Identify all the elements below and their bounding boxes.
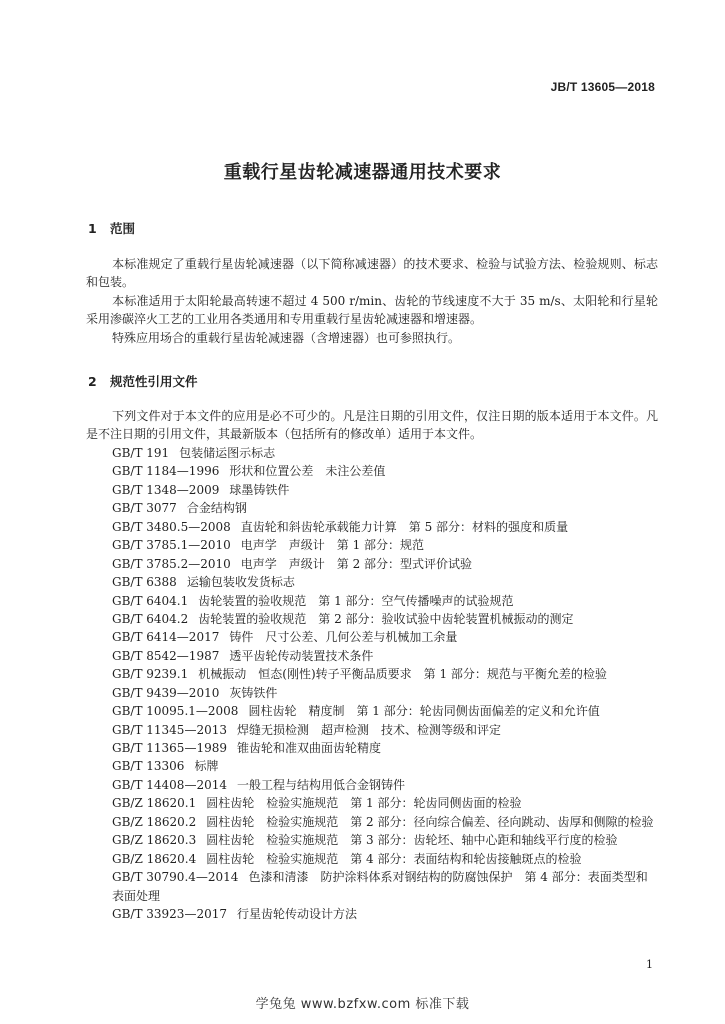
reference-item: GB/T 10095.1—2008 圆柱齿轮 精度制 第 1 部分：轮齿同侧齿面偏差的定义和允许值 <box>112 704 600 719</box>
reference-item: GB/Z 18620.1 圆柱齿轮 检验实施规范 第 1 部分：轮齿同侧齿面的检验 <box>112 796 522 811</box>
standard-code: JB/T 13605—2018 <box>550 80 655 94</box>
reference-item: GB/T 9439—2010 灰铸铁件 <box>112 685 278 700</box>
paragraph: 特殊应用场合的重载行星齿轮减速器（含增速器）也可参照执行。 <box>112 331 461 345</box>
section-number: 1 <box>88 221 97 236</box>
reference-item: GB/T 11365—1989 锥齿轮和准双曲面齿轮精度 <box>112 741 381 755</box>
reference-item: GB/T 6388 运输包装收发货标志 <box>112 575 295 590</box>
reference-item: GB/T 11345—2013 焊缝无损检测 超声检测 技术、检测等级和评定 <box>112 722 501 737</box>
reference-item: GB/T 14408—2014 一般工程与结构用低合金钢铸件 <box>112 777 405 792</box>
reference-item: GB/T 3077 合金结构钢 <box>112 501 247 516</box>
reference-item: GB/T 1348—2009 球墨铸铁件 <box>112 482 290 497</box>
reference-item: GB/Z 18620.4 圆柱齿轮 检验实施规范 第 4 部分：表面结构和轮齿接触斑点的检验 <box>112 851 582 866</box>
reference-item: GB/T 9239.1 机械振动 恒态(刚性)转子平衡品质要求 第 1 部分：规范与平衡允差的检验 <box>112 667 607 682</box>
reference-item: GB/T 8542—1987 透平齿轮传动装置技术条件 <box>112 648 374 663</box>
section-heading-normative-references <box>88 372 198 390</box>
reference-item: GB/T 6404.1 齿轮装置的验收规范 第 1 部分：空气传播噪声的试验规范 <box>112 593 514 608</box>
section-title: 范围 <box>110 221 136 236</box>
reference-item: GB/T 6404.2 齿轮装置的验收规范 第 2 部分：验收试验中齿轮装置机械振动的测定 <box>112 611 574 626</box>
reference-item: GB/T 1184—1996 形状和位置公差 未注公差值 <box>112 464 386 479</box>
reference-item: GB/T 33923—2017 行星齿轮传动设计方法 <box>112 906 357 921</box>
section-heading-scope <box>88 219 135 237</box>
section-number: 2 <box>88 374 97 389</box>
paragraph: 本标准适用于太阳轮最高转速不超过 4 500 r/min、齿轮的节线速度不大于 35 m/s、太阳轮和行星轮采用渗碳淬火工艺的工业用各类通用和专用重载行星齿轮减速器和增速器。 <box>86 294 658 326</box>
paragraph: 本标准规定了重载行星齿轮减速器（以下简称减速器）的技术要求、检验与试验方法、检验规则、标志和包装。 <box>86 257 658 289</box>
paragraph: 下列文件对于本文件的应用是必不可少的。凡是注日期的引用文件，仅注日期的版本适用于本文件。凡是不注日期的引用文件，其最新版本（包括所有的修改单）适用于本文件。 <box>86 409 658 441</box>
reference-list <box>112 444 672 923</box>
reference-item: GB/T 3785.2—2010 电声学 声级计 第 2 部分：型式评价试验 <box>112 556 473 571</box>
reference-item: GB/T 30790.4—2014 色漆和清漆 防护涂料体系对钢结构的防腐蚀保护 第 4 部分：表面类型和表面处理 <box>112 870 648 903</box>
document-title: 重载行星齿轮减速器通用技术要求 <box>223 162 502 183</box>
reference-item: GB/T 13306 标牌 <box>112 759 219 774</box>
page-number: 1 <box>646 958 653 971</box>
reference-item: GB/T 3785.1—2010 电声学 声级计 第 1 部分：规范 <box>112 538 425 553</box>
reference-item: GB/Z 18620.3 圆柱齿轮 检验实施规范 第 3 部分：齿轮坯、轴中心距和轴线平行度的检验 <box>112 833 618 848</box>
reference-item: GB/T 6414—2017 铸件 尺寸公差、几何公差与机械加工余量 <box>112 630 458 645</box>
reference-item: GB/T 191 包装储运图示标志 <box>112 446 276 460</box>
section-title: 规范性引用文件 <box>110 374 198 389</box>
reference-item: GB/Z 18620.2 圆柱齿轮 检验实施规范 第 2 部分：径向综合偏差、径向跳动、齿厚和侧隙的检验 <box>112 814 654 829</box>
watermark-footer: 学兔兔 www.bzfxw.com 标准下载 <box>255 997 470 1012</box>
reference-item: GB/T 3480.5—2008 直齿轮和斜齿轮承载能力计算 第 5 部分：材料的强度和质量 <box>112 519 569 534</box>
